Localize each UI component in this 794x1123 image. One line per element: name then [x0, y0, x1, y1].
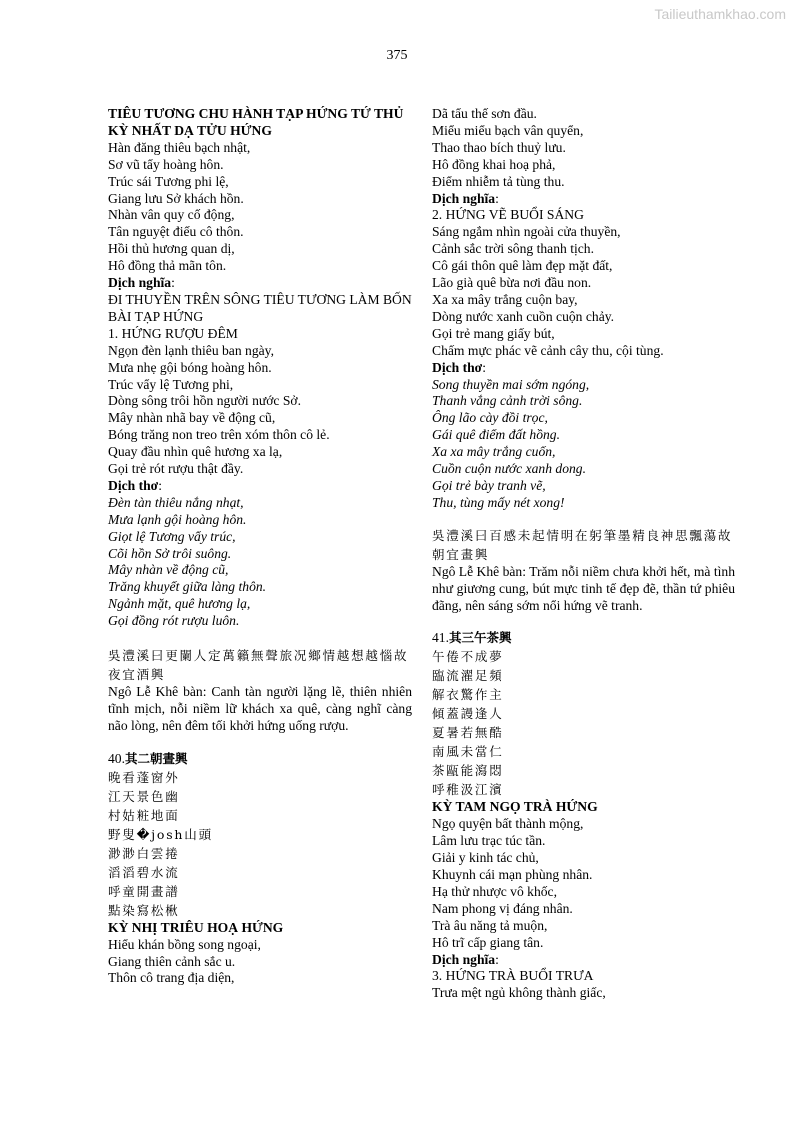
left-column — [108, 106, 412, 987]
text-line — [432, 884, 735, 901]
verse-translation-line — [108, 546, 412, 563]
text: Thanh vắng cảnh trời sông. — [432, 393, 583, 409]
text: Giải y kinh tác chủ, — [432, 850, 539, 866]
verse-translation-line — [432, 461, 735, 478]
text: Cô gái thôn quê làm đẹp mặt đất, — [432, 258, 613, 274]
text-line — [108, 275, 412, 292]
section-heading — [108, 920, 412, 937]
paragraph-spacer — [108, 735, 412, 751]
text: Mưa lạnh gội hoàng hôn. — [108, 511, 247, 527]
text-line — [432, 630, 735, 647]
text-line — [108, 444, 412, 461]
text-line — [432, 207, 735, 224]
text: 3. HỨNG TRÀ BUỔI TRƯA — [432, 968, 594, 984]
text: Tân nguyệt điếu cô thôn. — [108, 224, 244, 240]
text: 呼童開畫譜 — [108, 883, 180, 899]
text-line — [108, 970, 412, 987]
chinese-text-line — [108, 882, 412, 901]
text: 呼稚汲江濱 — [432, 782, 504, 798]
text: 臨流濯足頻 — [432, 668, 504, 684]
text-line — [108, 410, 412, 427]
text: 茶甌能瀉悶 — [432, 763, 504, 779]
text: 點染寫松楸 — [108, 902, 180, 918]
text-line — [108, 174, 412, 191]
text: 晚看蓬窗外 — [108, 769, 180, 785]
text-line — [108, 478, 412, 495]
text: 解衣驚作主 — [432, 687, 504, 703]
text-line — [432, 241, 735, 258]
text: Gọi đồng rót rượu luôn. — [108, 613, 240, 629]
verse-translation-line — [108, 579, 412, 596]
text: 吳澧溪曰更闌人定萬籟無聲旅况鄉情越想越惱故夜宜酒興 — [108, 648, 409, 683]
paragraph-spacer — [432, 512, 735, 526]
text-line — [108, 377, 412, 394]
text: 40. — [108, 750, 125, 766]
text-line — [432, 360, 735, 377]
text: Đèn tàn thiêu nắng nhạt, — [108, 494, 244, 510]
bold-text: Dịch nghĩa — [432, 190, 496, 206]
verse-translation-line — [108, 613, 412, 630]
text-line — [108, 224, 412, 241]
text: Hồi thủ hương quan dị, — [108, 241, 235, 257]
chinese-text-line — [108, 825, 412, 844]
text-line — [108, 360, 412, 377]
chinese-text-line — [432, 723, 735, 742]
text: Điểm nhiễm tả tùng thu. — [432, 173, 565, 189]
right-column — [432, 106, 735, 1002]
chinese-text-line — [108, 646, 412, 684]
chinese-text-line — [108, 844, 412, 863]
text: Miểu miểu bạch vân quyển, — [432, 122, 584, 138]
text-line — [108, 140, 412, 157]
paragraph-spacer — [432, 614, 735, 630]
chinese-text-line — [432, 742, 735, 761]
chinese-text-line — [432, 761, 735, 780]
text: Giang lưu Sở khách hồn. — [108, 190, 244, 206]
text: ĐI THUYỀN TRÊN SÔNG TIÊU TƯƠNG LÀM BỐN BÀI TẠP HỨNG — [108, 291, 412, 324]
text: : — [495, 190, 499, 206]
chinese-text-line — [108, 806, 412, 825]
section-heading — [432, 799, 735, 816]
verse-translation-line — [432, 478, 735, 495]
text-line — [432, 275, 735, 292]
text: Hô đồng thả mãn tôn. — [108, 258, 227, 274]
verse-translation-line — [432, 393, 735, 410]
text-line — [432, 850, 735, 867]
text-line — [108, 241, 412, 258]
text-line — [108, 326, 412, 343]
text-line — [432, 833, 735, 850]
page-number: 375 — [386, 48, 408, 63]
text: 江天景色幽 — [108, 788, 180, 804]
chinese-text-line — [432, 647, 735, 666]
text: Dòng nước xanh cuồn cuộn chảy. — [432, 308, 615, 324]
text: Nam phong vị đáng nhân. — [432, 900, 573, 916]
text: Xa xa mây trắng cuộn bay, — [432, 291, 578, 307]
text: Mây nhàn về động cũ, — [108, 562, 229, 578]
text-line — [432, 985, 735, 1002]
text: 滔滔碧水流 — [108, 864, 180, 880]
text: 1. HỨNG RƯỢU ĐÊM — [108, 325, 238, 341]
text-line — [108, 292, 412, 326]
text: Bóng trăng non treo trên xóm thôn cô lẻ. — [108, 427, 330, 443]
text-line — [432, 157, 735, 174]
text: Chấm mực phác vẽ cảnh cây thu, cội tùng. — [432, 342, 664, 358]
verse-translation-line — [432, 495, 735, 512]
text: Thu, tùng mấy nét xong! — [432, 494, 565, 510]
verse-translation-line — [432, 377, 735, 394]
text-line — [432, 140, 735, 157]
text: Nhàn vân quy cố động, — [108, 207, 235, 223]
text: Gái quê điểm đất hồng. — [432, 427, 560, 443]
verse-translation-line — [432, 427, 735, 444]
text: 吳澧溪曰百感未起情明在躬筆墨精良神思飄蕩故朝宜畫興 — [432, 527, 733, 562]
bold-text: TIÊU TƯƠNG CHU HÀNH TẠP HỨNG TỨ THỦ — [108, 106, 404, 121]
bold-text: KỲ NHẤT DẠ TỬU HỨNG — [108, 122, 272, 138]
text-line — [432, 292, 735, 309]
text: : — [482, 359, 486, 375]
text: 傾蓋謾逢人 — [432, 706, 504, 722]
text: Xa xa mây trắng cuốn, — [432, 444, 556, 460]
text: Cảnh sắc trời sông thanh tịch. — [432, 241, 594, 257]
chinese-text-line — [432, 704, 735, 723]
bold-text: Dịch thơ — [432, 359, 483, 375]
text: : — [495, 951, 499, 967]
text-line — [432, 867, 735, 884]
text: Quay đầu nhìn quê hương xa lạ, — [108, 444, 283, 460]
text-line — [432, 918, 735, 935]
text: Giang thiên cảnh sắc u. — [108, 953, 236, 969]
paragraph-spacer — [108, 630, 412, 646]
text: Cõi hồn Sở trôi suông. — [108, 545, 232, 561]
text: Ngọn đèn lạnh thiêu ban ngày, — [108, 342, 274, 358]
text-line — [108, 751, 412, 768]
text: Lâm lưu trạc túc tần. — [432, 833, 546, 849]
chinese-text-line — [432, 685, 735, 704]
text-line — [432, 224, 735, 241]
text: Dã tẩu thế sơn đầu. — [432, 106, 537, 121]
commentary-paragraph — [432, 564, 735, 615]
text-line — [432, 901, 735, 918]
text-line — [108, 258, 412, 275]
text: Hạ thử nhược vô khốc, — [432, 883, 557, 899]
text: 41. — [432, 630, 449, 646]
bold-text: KỲ TAM NGỌ TRÀ HỨNG — [432, 799, 598, 815]
chinese-text-line — [432, 666, 735, 685]
text: Sơ vũ tẩy hoàng hôn. — [108, 156, 224, 172]
chinese-text-line — [432, 526, 735, 564]
text-line — [432, 106, 735, 123]
text-line — [108, 954, 412, 971]
text-line — [432, 191, 735, 208]
text: 村姑粧地面 — [108, 807, 180, 823]
text-line — [108, 343, 412, 360]
chinese-text-line — [108, 787, 412, 806]
text: Ngảnh mặt, quê hương lạ, — [108, 596, 251, 612]
text: 野叟�josh山頭 — [108, 826, 213, 842]
verse-translation-line — [432, 410, 735, 427]
text: Gọi trẻ mang giấy bút, — [432, 325, 555, 341]
section-heading — [108, 123, 412, 140]
text-line — [108, 427, 412, 444]
text-line — [108, 461, 412, 478]
verse-translation-line — [108, 512, 412, 529]
verse-translation-line — [108, 529, 412, 546]
text: Hô đồng khai hoạ phả, — [432, 156, 556, 172]
text: : — [158, 477, 162, 493]
chinese-title: 其二朝晝興 — [125, 750, 188, 766]
chinese-text-line — [108, 901, 412, 920]
text-line — [432, 123, 735, 140]
text-line — [432, 326, 735, 343]
text: Ngọ quyện bất thành mộng, — [432, 816, 584, 832]
bold-text: Dịch nghĩa — [432, 951, 496, 967]
chinese-title: 其三午茶興 — [449, 630, 512, 646]
watermark: Tailieuthamkhao.com — [654, 6, 786, 22]
text: Khuynh cái mạn phùng nhân. — [432, 867, 593, 882]
text-line — [432, 968, 735, 985]
text: Trúc vẩy lệ Tương phi, — [108, 376, 234, 392]
text: Gọi trẻ rót rượu thật đầy. — [108, 461, 244, 477]
text-line — [432, 935, 735, 952]
text-line — [108, 191, 412, 208]
text: Trúc sái Tương phi lệ, — [108, 173, 229, 189]
chinese-text-line — [108, 768, 412, 787]
bold-text: KỲ NHỊ TRIÊU HOẠ HỨNG — [108, 919, 284, 935]
text: Ông lão cày đồi trọc, — [432, 410, 548, 426]
text-line — [432, 309, 735, 326]
verse-translation-line — [108, 596, 412, 613]
text: 渺渺白雲捲 — [108, 845, 180, 861]
chinese-text-line — [432, 780, 735, 799]
text: : — [171, 275, 175, 291]
text-line — [108, 937, 412, 954]
text: 夏暑若無酷 — [432, 725, 504, 741]
text: Lão già quê bừa nơi đầu non. — [432, 275, 592, 291]
verse-translation-line — [108, 495, 412, 512]
text: Sáng ngắm nhìn ngoài cửa thuyền, — [432, 224, 621, 240]
text: Song thuyền mai sớm ngóng, — [432, 376, 590, 392]
chinese-text-line — [108, 863, 412, 882]
text: Hiểu khán bồng song ngoại, — [108, 936, 261, 952]
text: Mưa nhẹ gội bóng hoàng hôn. — [108, 359, 272, 375]
text: Ngô Lễ Khê bàn: Trăm nỗi niềm chưa khởi hết, mà tình như giương cung, bút mực tinh tế đẹp đẽ, thần tứ phiêu đãng, nên sáng sớm nổi hứng vẽ tranh. — [432, 563, 735, 613]
commentary-paragraph — [108, 684, 412, 735]
text: Giọt lệ Tương vẩy trúc, — [108, 528, 236, 544]
text: Hô trĩ cấp giang tân. — [432, 934, 544, 950]
section-heading — [108, 106, 412, 123]
text-line — [432, 343, 735, 360]
verse-translation-line — [108, 562, 412, 579]
text: 午倦不成夢 — [432, 649, 504, 665]
text: Thôn cô trang địa diện, — [108, 970, 235, 986]
text-line — [432, 952, 735, 969]
text: 南風未當仁 — [432, 744, 504, 760]
text-line — [432, 174, 735, 191]
text: Hàn đăng thiêu bạch nhật, — [108, 139, 251, 155]
text-line — [432, 816, 735, 833]
text: Gọi trẻ bày tranh vẽ, — [432, 477, 546, 493]
text: Trà âu năng tả muộn, — [432, 917, 548, 933]
text: Thao thao bích thuỷ lưu. — [432, 139, 566, 155]
text-line — [108, 157, 412, 174]
text: 2. HỨNG VẼ BUỔI SÁNG — [432, 207, 584, 223]
text: Dòng sông trôi hồn người nước Sở. — [108, 393, 302, 409]
text: Trưa mệt ngủ không thành giấc, — [432, 985, 606, 1001]
verse-translation-line — [432, 444, 735, 461]
bold-text: Dịch nghĩa — [108, 275, 172, 291]
text-line — [432, 258, 735, 275]
text-line — [108, 207, 412, 224]
text: Cuồn cuộn nước xanh dong. — [432, 461, 586, 477]
bold-text: Dịch thơ — [108, 477, 159, 493]
text: Ngô Lễ Khê bàn: Canh tàn người lặng lẽ, thiên nhiên tĩnh mịch, nỗi niềm lữ khách xa quê, càng nghĩ càng não lòng, nên đêm tối khởi hứng uống rượu. — [108, 684, 412, 733]
text: Trăng khuyết giữa làng thôn. — [108, 579, 267, 595]
text: Mây nhàn nhã bay về động cũ, — [108, 410, 276, 426]
text-line — [108, 393, 412, 410]
